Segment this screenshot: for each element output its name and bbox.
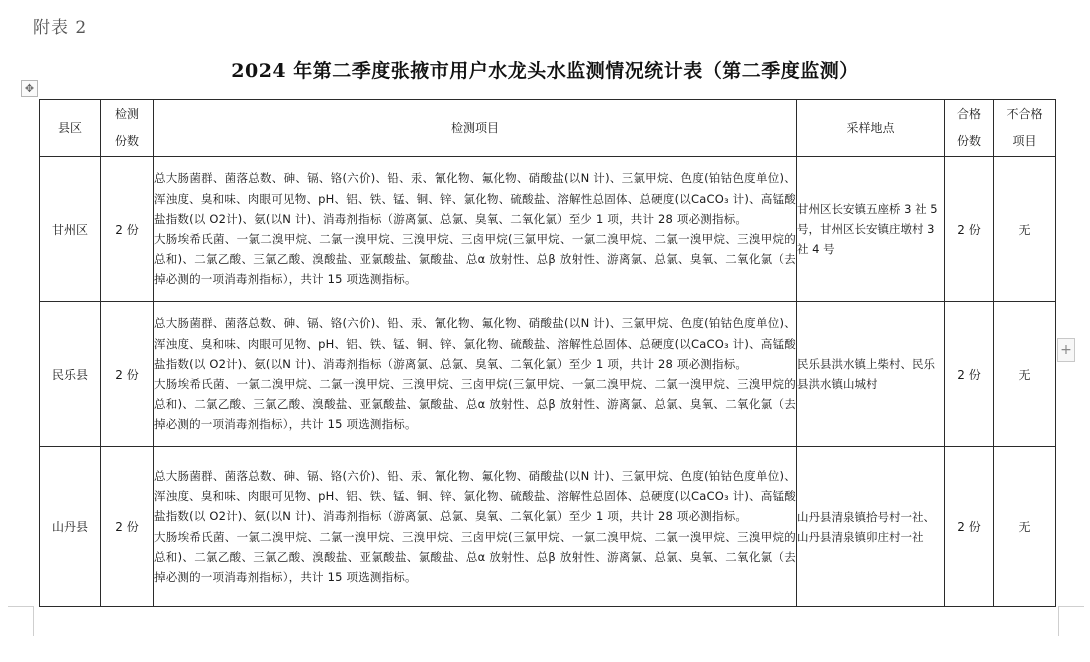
- cell-items: [154, 157, 797, 302]
- cell-qualified: 2 份: [945, 447, 994, 607]
- cell-unqualified: 无: [994, 447, 1056, 607]
- add-column-plus-icon[interactable]: +: [1057, 338, 1075, 362]
- page-corner-mark-right: [1058, 606, 1084, 607]
- cell-location: 甘州区长安镇五座桥 3 社 5 号，甘州区长安镇庄墩村 3 社 4 号: [797, 157, 945, 302]
- table-row: [40, 447, 1056, 607]
- document-title: 2024 年第二季度张掖市用户水龙头水监测情况统计表（第二季度监测）: [231, 60, 859, 82]
- cell-samples: 2 份: [101, 157, 154, 302]
- header-qualified: [945, 100, 994, 157]
- required-items-text: 总大肠菌群、菌落总数、砷、镉、铬(六价)、铅、汞、氰化物、氟化物、硝酸盐(以N 计)、三氯甲烷、色度(铂钴色度单位)、浑浊度、臭和味、肉眼可见物、pH、铝、铁、锰、铜、锌、氯化物、硫酸盐、溶解性总固体、总硬度(以CaCO₃ 计)、高锰酸盐指数(以 O2计)、氨(以N 计)、消毒剂指标（游离氯、总氯、臭氧、二氧化氯）至少 1 项，共计 28 项必测指标。: [154, 468, 796, 524]
- table-row: [40, 157, 1056, 302]
- cell-unqualified: 无: [994, 157, 1056, 302]
- cell-samples: 2 份: [101, 447, 154, 607]
- table-move-handle-icon[interactable]: ✥: [21, 80, 38, 97]
- header-district: 县区: [40, 100, 101, 157]
- cell-qualified: 2 份: [945, 302, 994, 447]
- required-items-text: 总大肠菌群、菌落总数、砷、镉、铬(六价)、铅、汞、氰化物、氟化物、硝酸盐(以N 计)、三氯甲烷、色度(铂钴色度单位)、浑浊度、臭和味、肉眼可见物、pH、铝、铁、锰、铜、锌、氯化物、硫酸盐、溶解性总固体、总硬度(以CaCO₃ 计)、高锰酸盐指数(以 O2计)、氨(以N 计)、消毒剂指标（游离氯、总氯、臭氧、二氧化氯）至少 1 项，共计 28 项必测指标。: [154, 171, 796, 226]
- page-corner-mark-left-vertical: [33, 606, 34, 636]
- cell-unqualified: 无: [994, 302, 1056, 447]
- header-samples: [101, 100, 154, 157]
- cell-district: 民乐县: [40, 302, 101, 447]
- header-qualified-line1: 合格: [956, 107, 981, 121]
- cell-district: 甘州区: [40, 157, 101, 302]
- cell-location: 山丹县清泉镇拾号村一社、山丹县清泉镇卯庄村一社: [797, 447, 945, 607]
- cell-samples: 2 份: [101, 302, 154, 447]
- annex-label: 附表 2: [33, 18, 88, 38]
- header-items: 检测项目: [154, 100, 797, 157]
- header-samples-line2: 份数: [114, 134, 139, 148]
- header-unqualified-line1: 不合格: [1006, 107, 1043, 121]
- required-items-text: 总大肠菌群、菌落总数、砷、镉、铬(六价)、铅、汞、氰化物、氟化物、硝酸盐(以N 计)、三氯甲烷、色度(铂钴色度单位)、浑浊度、臭和味、肉眼可见物、pH、铝、铁、锰、铜、锌、氯化物、硫酸盐、溶解性总固体、总硬度(以CaCO₃ 计)、高锰酸盐指数(以 O2计)、氨(以N 计)、消毒剂指标（游离氯、总氯、臭氧、二氧化氯）至少 1 项，共计 28 项必测指标。: [154, 316, 796, 371]
- table-header-row: [40, 100, 1056, 157]
- statistics-table: [39, 99, 1056, 607]
- cell-district: 山丹县: [40, 447, 101, 607]
- cell-items: [154, 447, 797, 607]
- header-samples-line1: 检测: [114, 107, 139, 121]
- cell-location: 民乐县洪水镇上柴村、民乐县洪水镇山城村: [797, 302, 945, 447]
- optional-items-text: 大肠埃希氏菌、一氯二溴甲烷、二氯一溴甲烷、三溴甲烷、三卤甲烷(三氯甲烷、一氯二溴甲烷、二氯一溴甲烷、三溴甲烷的总和)、二氯乙酸、三氯乙酸、溴酸盐、亚氯酸盐、氯酸盐、总α 放射性、总β 放射性、游离氯、总氯、臭氧、二氧化氯（去掉必测的一项消毒剂指标），共计 15 项选测指标。: [154, 232, 796, 287]
- header-qualified-line2: 份数: [956, 134, 981, 148]
- page-corner-mark-left: [8, 606, 34, 607]
- cell-qualified: 2 份: [945, 157, 994, 302]
- header-unqualified-line2: 项目: [1012, 134, 1037, 148]
- table-row: [40, 302, 1056, 447]
- header-unqualified: [994, 100, 1056, 157]
- optional-items-text: 大肠埃希氏菌、一氯二溴甲烷、二氯一溴甲烷、三溴甲烷、三卤甲烷(三氯甲烷、一氯二溴甲烷、二氯一溴甲烷、三溴甲烷的总和)、二氯乙酸、三氯乙酸、溴酸盐、亚氯酸盐、氯酸盐、总α 放射性、总β 放射性、游离氯、总氯、臭氧、二氧化氯（去掉必测的一项消毒剂指标），共计 15 项选测指标。: [154, 377, 796, 432]
- page-corner-mark-right-vertical: [1058, 606, 1059, 636]
- cell-items: [154, 302, 797, 447]
- header-location: 采样地点: [797, 100, 945, 157]
- optional-items-text: 大肠埃希氏菌、一氯二溴甲烷、二氯一溴甲烷、三溴甲烷、三卤甲烷(三氯甲烷、一氯二溴甲烷、二氯一溴甲烷、三溴甲烷的总和)、二氯乙酸、三氯乙酸、溴酸盐、亚氯酸盐、氯酸盐、总α 放射性、总β 放射性、游离氯、总氯、臭氧、二氧化氯（去掉必测的一项消毒剂指标），共计 15 项选测指标。: [154, 529, 796, 584]
